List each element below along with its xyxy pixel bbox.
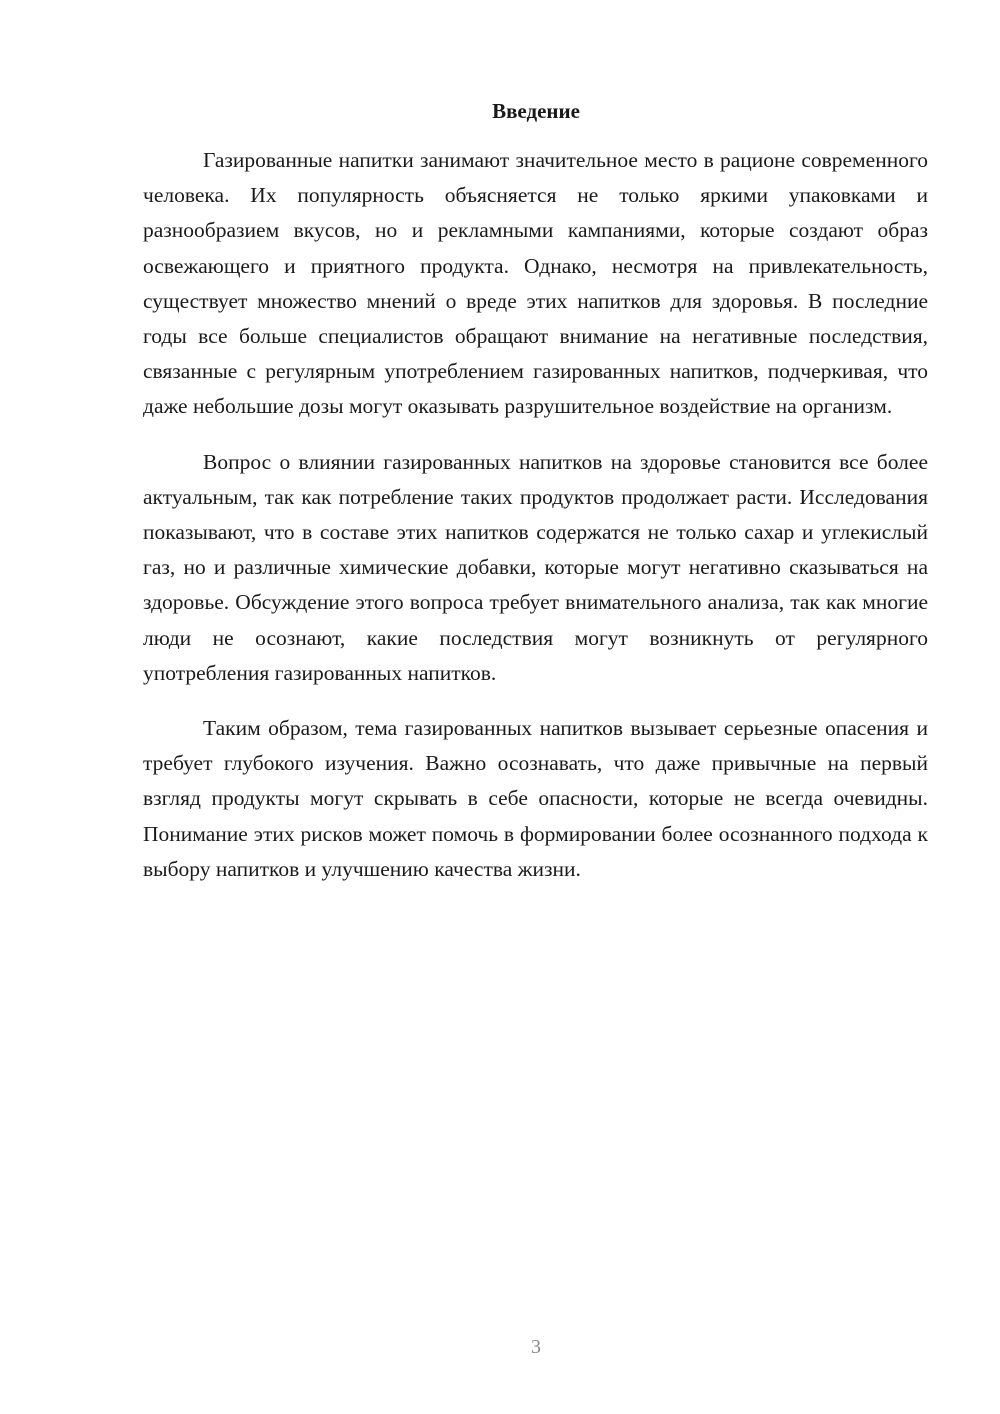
section-heading: Введение: [492, 99, 580, 123]
body-text: [143, 143, 928, 907]
paragraph-3: Таким образом, тема газированных напитков вызывает серьезные опасения и требует глубокого изучения. Важно осознавать, что даже привычные на первый взгляд продукты могут скрывать в себе опасности, которые не всегда очевидны. Понимание этих рисков может помочь в формировании более осознанного подхода к выбору напитков и улучшению качества жизни.: [143, 716, 928, 881]
page-number: 3: [531, 1336, 541, 1358]
paragraph-1: Газированные напитки занимают значительное место в рационе современного человека. Их популярность объясняется не только яркими упаковками и разнообразием вкусов, но и рекламными кампаниями, которые создают образ освежающего и приятного продукта. Однако, несмотря на привлекательность, существует множество мнений о вреде этих напитков для здоровья. В последние годы все больше специалистов обращают внимание на негативные последствия, связанные с регулярным употреблением газированных напитков, подчеркивая, что даже небольшие дозы могут оказывать разрушительное воздействие на организм.: [143, 148, 928, 419]
paragraph-2: Вопрос о влиянии газированных напитков на здоровье становится все более актуальным, так как потребление таких продуктов продолжает расти. Исследования показывают, что в составе этих напитков содержатся не только сахар и углекислый газ, но и различные химические добавки, которые могут негативно сказываться на здоровье. Обсуждение этого вопроса требует внимательного анализа, так как многие люди не осознают, какие последствия могут возникнуть от регулярного употребления газированных напитков.: [143, 449, 928, 685]
